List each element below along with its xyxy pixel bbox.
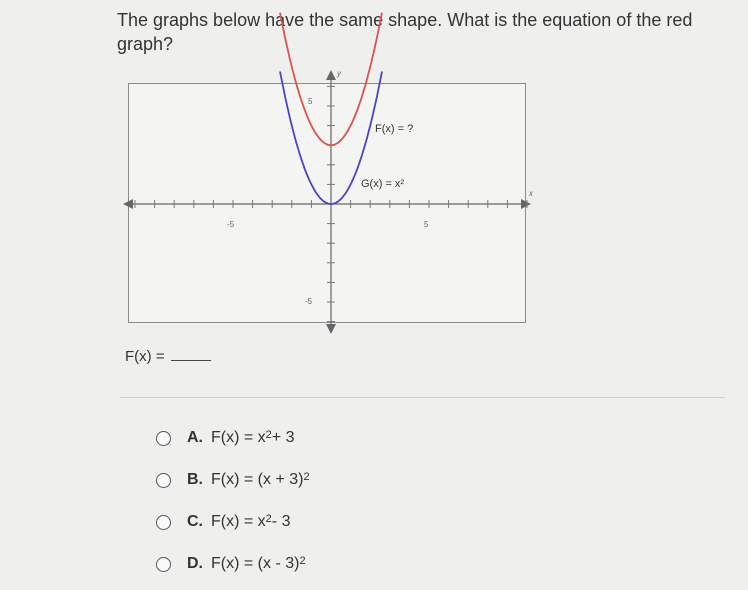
y-axis-label: y [337,69,341,78]
choice-d-letter: D. [187,555,203,572]
radio-b[interactable] [156,473,171,488]
choice-a-text: F(x) = x [211,429,266,446]
answer-prompt [125,348,211,365]
tick-y-neg-label: -5 [305,297,313,306]
choice-b[interactable] [156,467,310,493]
choice-a-tail: + 3 [271,429,295,446]
answer-prompt-label: F(x) = [125,348,165,365]
divider [120,397,725,398]
f-curve-label: F(x) = ? [375,123,414,135]
choice-c-text: F(x) = x [211,513,266,530]
choice-b-sup: 2 [303,471,310,483]
x-axis-right-arrow [521,199,531,209]
choice-c-letter: C. [187,513,203,530]
radio-c[interactable] [156,515,171,530]
choice-d-text: F(x) = (x - 3) [211,555,300,572]
y-axis-up-arrow [326,70,336,80]
y-axis-down-arrow [326,324,336,334]
radio-d[interactable] [156,557,171,572]
radio-a[interactable] [156,431,171,446]
choice-c-sup: 2 [265,513,272,525]
choice-a-letter: A. [187,429,203,446]
x-axis-left-arrow [123,199,133,209]
choice-c-tail: - 3 [271,513,291,530]
choice-a-sup: 2 [265,429,272,441]
tick-x-neg-label: -5 [227,220,235,229]
choice-b-text: F(x) = (x + 3) [211,471,304,488]
choice-d[interactable] [156,551,306,577]
x-axis-label: x [529,189,533,198]
graph-panel [128,69,533,323]
g-curve-label: G(x) = x² [361,178,405,190]
choice-b-letter: B. [187,471,203,488]
tick-x-pos-label: 5 [424,220,429,229]
tick-y-pos-label: 5 [308,97,313,106]
answer-blank [171,348,211,361]
choice-c[interactable] [156,509,290,535]
parabola-graph [129,69,533,322]
choice-a[interactable] [156,425,294,451]
question-text: The graphs below have the same shape. What is the equation of the red graph? [117,10,693,54]
choice-d-sup: 2 [299,555,306,567]
